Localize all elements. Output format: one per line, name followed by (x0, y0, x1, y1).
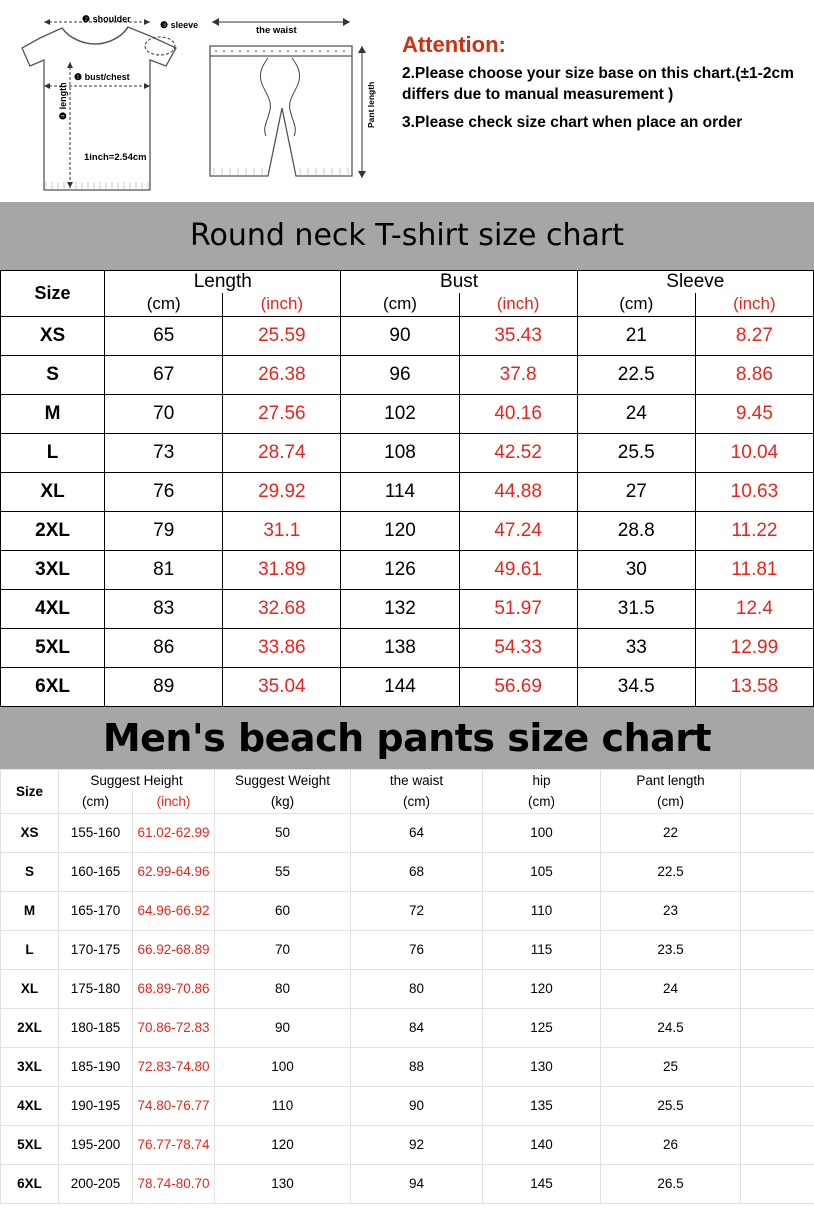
pants-cell-spacer (741, 969, 814, 1008)
shirt-header-group-bust: Bust (341, 271, 577, 294)
label-sleeve: ❸ sleeve (160, 20, 199, 30)
table-row (1, 433, 814, 472)
pants-row-size: L (1, 930, 59, 969)
table-row (1, 550, 814, 589)
shirt-cell-0: 83 (105, 589, 223, 628)
pants-row-size: 2XL (1, 1008, 59, 1047)
shirt-header-group-length: Length (105, 271, 341, 294)
pants-header-unit-0: (cm) (59, 791, 133, 813)
pants-cell-spacer (741, 813, 814, 852)
shirt-cell-5: 9.45 (695, 394, 813, 433)
table-row (1, 1086, 814, 1125)
shirt-cell-1: 29.92 (223, 472, 341, 511)
pants-header-unit-4: (cm) (483, 791, 601, 813)
shirt-header-unit-2: (cm) (341, 293, 459, 316)
table-row (1, 969, 814, 1008)
pants-header-pant-length: Pant length (601, 769, 741, 791)
pants-cell-waist: 84 (351, 1008, 483, 1047)
shirt-cell-0: 79 (105, 511, 223, 550)
shirt-cell-2: 90 (341, 316, 459, 355)
shirt-row-size: XS (1, 316, 105, 355)
pants-cell-height-cm: 165-170 (59, 891, 133, 930)
label-pant-length: Pant length (366, 81, 376, 128)
pants-row-size: 3XL (1, 1047, 59, 1086)
shirt-cell-4: 34.5 (577, 667, 695, 706)
shirt-row-size: XL (1, 472, 105, 511)
shirt-cell-4: 24 (577, 394, 695, 433)
pants-cell-waist: 64 (351, 813, 483, 852)
table-row (1, 813, 814, 852)
shirt-cell-2: 102 (341, 394, 459, 433)
pants-cell-spacer (741, 1164, 814, 1203)
shirt-cell-2: 120 (341, 511, 459, 550)
table-row (1, 1125, 814, 1164)
pants-cell-height-cm: 155-160 (59, 813, 133, 852)
pants-header-unit-2: (kg) (215, 791, 351, 813)
shirt-cell-1: 27.56 (223, 394, 341, 433)
pants-cell-height-cm: 190-195 (59, 1086, 133, 1125)
pants-header-suggest-height: Suggest Height (59, 769, 215, 791)
pants-cell-pant-length: 24 (601, 969, 741, 1008)
pants-cell-pant-length: 24.5 (601, 1008, 741, 1047)
shirt-cell-4: 30 (577, 550, 695, 589)
pants-cell-height-inch: 61.02-62.99 (133, 813, 215, 852)
shirt-header-unit-1: (inch) (223, 293, 341, 316)
table-row (1, 852, 814, 891)
shirt-cell-0: 73 (105, 433, 223, 472)
diagram-area (0, 0, 814, 202)
shirt-cell-0: 81 (105, 550, 223, 589)
shirt-header-unit-3: (inch) (459, 293, 577, 316)
attention-title: Attention: (402, 32, 506, 57)
shirt-cell-3: 49.61 (459, 550, 577, 589)
shirt-row-size: 6XL (1, 667, 105, 706)
shirt-cell-5: 8.27 (695, 316, 813, 355)
table-row (1, 1008, 814, 1047)
shirt-cell-3: 51.97 (459, 589, 577, 628)
shirt-cell-3: 37.8 (459, 355, 577, 394)
shirt-cell-4: 21 (577, 316, 695, 355)
shirt-header-unit-4: (cm) (577, 293, 695, 316)
pants-cell-waist: 80 (351, 969, 483, 1008)
pants-size-table (0, 769, 814, 1204)
pants-header-spacer (741, 769, 814, 813)
pants-cell-waist: 94 (351, 1164, 483, 1203)
pants-header-size: Size (1, 769, 59, 813)
table-row (1, 472, 814, 511)
pants-cell-hip: 130 (483, 1047, 601, 1086)
shirt-cell-4: 28.8 (577, 511, 695, 550)
shirt-cell-0: 70 (105, 394, 223, 433)
pants-row-size: XL (1, 969, 59, 1008)
shirt-cell-1: 35.04 (223, 667, 341, 706)
shirt-cell-5: 10.04 (695, 433, 813, 472)
shirt-cell-2: 132 (341, 589, 459, 628)
label-shoulder: ❷ shoulder (82, 14, 131, 24)
pants-cell-height-cm: 200-205 (59, 1164, 133, 1203)
attention-line-1: 2.Please choose your size base on this chart.(±1-2cm differs due to manual measurement ) (402, 65, 794, 103)
shirt-header-unit-0: (cm) (105, 293, 223, 316)
shirt-cell-5: 12.99 (695, 628, 813, 667)
pants-cell-weight: 55 (215, 852, 351, 891)
attention-block (402, 32, 802, 142)
pants-cell-weight: 100 (215, 1047, 351, 1086)
shirt-cell-5: 11.22 (695, 511, 813, 550)
shirt-table-body (1, 271, 814, 707)
table-row (1, 628, 814, 667)
shirt-row-size: 5XL (1, 628, 105, 667)
shirt-cell-2: 114 (341, 472, 459, 511)
label-bust: ❶ bust/chest (74, 72, 130, 82)
shirt-cell-3: 35.43 (459, 316, 577, 355)
label-inch-conversion: 1inch=2.54cm (84, 152, 147, 163)
pants-row-size: XS (1, 813, 59, 852)
label-the-waist: the waist (256, 25, 297, 36)
pants-cell-waist: 76 (351, 930, 483, 969)
shirt-header-row-1 (1, 271, 814, 294)
pants-cell-hip: 140 (483, 1125, 601, 1164)
pants-cell-weight: 90 (215, 1008, 351, 1047)
pants-cell-waist: 88 (351, 1047, 483, 1086)
shirt-cell-0: 76 (105, 472, 223, 511)
shirt-header-size: Size (1, 271, 105, 317)
attention-line-2: 3.Please check size chart when place an order (402, 114, 743, 132)
pants-cell-hip: 120 (483, 969, 601, 1008)
pants-row-size: 4XL (1, 1086, 59, 1125)
pants-cell-pant-length: 25.5 (601, 1086, 741, 1125)
shirt-cell-1: 26.38 (223, 355, 341, 394)
shirt-cell-1: 33.86 (223, 628, 341, 667)
pants-cell-spacer (741, 852, 814, 891)
shirt-header-unit-5: (inch) (695, 293, 813, 316)
table-row (1, 930, 814, 969)
shirt-cell-3: 40.16 (459, 394, 577, 433)
shirt-cell-1: 28.74 (223, 433, 341, 472)
shirt-cell-0: 67 (105, 355, 223, 394)
pants-cell-height-inch: 64.96-66.92 (133, 891, 215, 930)
pants-cell-weight: 120 (215, 1125, 351, 1164)
label-length: ❹ length (58, 82, 68, 120)
shirt-cell-5: 13.58 (695, 667, 813, 706)
pants-cell-weight: 70 (215, 930, 351, 969)
shirt-cell-2: 126 (341, 550, 459, 589)
pants-cell-weight: 130 (215, 1164, 351, 1203)
shirt-row-size: 4XL (1, 589, 105, 628)
shirt-row-size: 2XL (1, 511, 105, 550)
shirt-header-group-sleeve: Sleeve (577, 271, 813, 294)
pants-cell-height-inch: 74.80-76.77 (133, 1086, 215, 1125)
pants-cell-spacer (741, 930, 814, 969)
pants-cell-height-cm: 195-200 (59, 1125, 133, 1164)
pants-cell-hip: 135 (483, 1086, 601, 1125)
pants-cell-height-inch: 76.77-78.74 (133, 1125, 215, 1164)
shirt-cell-5: 11.81 (695, 550, 813, 589)
pants-cell-height-inch: 70.86-72.83 (133, 1008, 215, 1047)
shirt-cell-2: 144 (341, 667, 459, 706)
shirt-cell-4: 25.5 (577, 433, 695, 472)
pants-cell-spacer (741, 1008, 814, 1047)
shirt-chart-title: Round neck T-shirt size chart (0, 202, 814, 270)
pants-cell-height-cm: 180-185 (59, 1008, 133, 1047)
pants-cell-weight: 80 (215, 969, 351, 1008)
shirt-cell-4: 33 (577, 628, 695, 667)
shirt-cell-3: 44.88 (459, 472, 577, 511)
shirt-cell-2: 138 (341, 628, 459, 667)
pants-cell-hip: 125 (483, 1008, 601, 1047)
pants-cell-height-inch: 66.92-68.89 (133, 930, 215, 969)
shirt-cell-3: 56.69 (459, 667, 577, 706)
table-row (1, 1047, 814, 1086)
pants-row-size: 5XL (1, 1125, 59, 1164)
pants-cell-height-cm: 170-175 (59, 930, 133, 969)
pants-cell-spacer (741, 1125, 814, 1164)
pants-cell-height-inch: 78.74-80.70 (133, 1164, 215, 1203)
pants-cell-height-inch: 72.83-74.80 (133, 1047, 215, 1086)
pants-cell-pant-length: 26 (601, 1125, 741, 1164)
pants-cell-hip: 110 (483, 891, 601, 930)
pants-cell-pant-length: 22 (601, 813, 741, 852)
pants-header-row-1 (1, 769, 814, 791)
shirt-cell-4: 22.5 (577, 355, 695, 394)
pants-row-size: S (1, 852, 59, 891)
shirt-row-size: 3XL (1, 550, 105, 589)
pants-cell-waist: 92 (351, 1125, 483, 1164)
table-row (1, 355, 814, 394)
shirt-cell-5: 10.63 (695, 472, 813, 511)
shirt-row-size: S (1, 355, 105, 394)
pants-cell-waist: 68 (351, 852, 483, 891)
table-row (1, 394, 814, 433)
pants-cell-weight: 110 (215, 1086, 351, 1125)
pants-header-unit-1: (inch) (133, 791, 215, 813)
pants-cell-hip: 115 (483, 930, 601, 969)
pants-cell-hip: 100 (483, 813, 601, 852)
pants-cell-height-inch: 62.99-64.96 (133, 852, 215, 891)
pants-header-suggest-weight: Suggest Weight (215, 769, 351, 791)
pants-cell-pant-length: 25 (601, 1047, 741, 1086)
shirt-cell-3: 47.24 (459, 511, 577, 550)
shirt-cell-1: 31.1 (223, 511, 341, 550)
pants-header-hip: hip (483, 769, 601, 791)
shirt-cell-2: 96 (341, 355, 459, 394)
shirt-header-row-2 (1, 293, 814, 316)
shirt-cell-1: 31.89 (223, 550, 341, 589)
pants-row-size: 6XL (1, 1164, 59, 1203)
shirt-cell-4: 31.5 (577, 589, 695, 628)
shirt-cell-5: 8.86 (695, 355, 813, 394)
pants-chart-title: Men's beach pants size chart (0, 707, 814, 769)
shirt-cell-1: 32.68 (223, 589, 341, 628)
table-row (1, 316, 814, 355)
pants-cell-spacer (741, 1086, 814, 1125)
table-row (1, 891, 814, 930)
pants-cell-weight: 50 (215, 813, 351, 852)
pants-header-the-waist: the waist (351, 769, 483, 791)
shirt-cell-0: 89 (105, 667, 223, 706)
shirt-row-size: M (1, 394, 105, 433)
pants-table-body (1, 769, 814, 1203)
pants-cell-waist: 90 (351, 1086, 483, 1125)
shirt-cell-4: 27 (577, 472, 695, 511)
pants-row-size: M (1, 891, 59, 930)
table-row (1, 589, 814, 628)
pants-cell-spacer (741, 1047, 814, 1086)
shirt-size-table (0, 270, 814, 707)
pants-cell-spacer (741, 891, 814, 930)
pants-cell-weight: 60 (215, 891, 351, 930)
pants-cell-pant-length: 23 (601, 891, 741, 930)
shirt-cell-0: 65 (105, 316, 223, 355)
pants-cell-height-cm: 185-190 (59, 1047, 133, 1086)
shirt-cell-2: 108 (341, 433, 459, 472)
pants-cell-height-inch: 68.89-70.86 (133, 969, 215, 1008)
shirt-cell-3: 42.52 (459, 433, 577, 472)
pants-cell-pant-length: 23.5 (601, 930, 741, 969)
pants-header-row-2 (1, 791, 814, 813)
shirt-cell-0: 86 (105, 628, 223, 667)
pants-cell-waist: 72 (351, 891, 483, 930)
pants-header-unit-3: (cm) (351, 791, 483, 813)
shirt-cell-5: 12.4 (695, 589, 813, 628)
shirt-cell-3: 54.33 (459, 628, 577, 667)
pants-cell-hip: 105 (483, 852, 601, 891)
pants-cell-pant-length: 22.5 (601, 852, 741, 891)
shirt-row-size: L (1, 433, 105, 472)
shirt-cell-1: 25.59 (223, 316, 341, 355)
pants-header-unit-5: (cm) (601, 791, 741, 813)
pants-cell-hip: 145 (483, 1164, 601, 1203)
table-row (1, 1164, 814, 1203)
table-row (1, 667, 814, 706)
pants-cell-pant-length: 26.5 (601, 1164, 741, 1203)
pants-cell-height-cm: 175-180 (59, 969, 133, 1008)
table-row (1, 511, 814, 550)
pants-cell-height-cm: 160-165 (59, 852, 133, 891)
